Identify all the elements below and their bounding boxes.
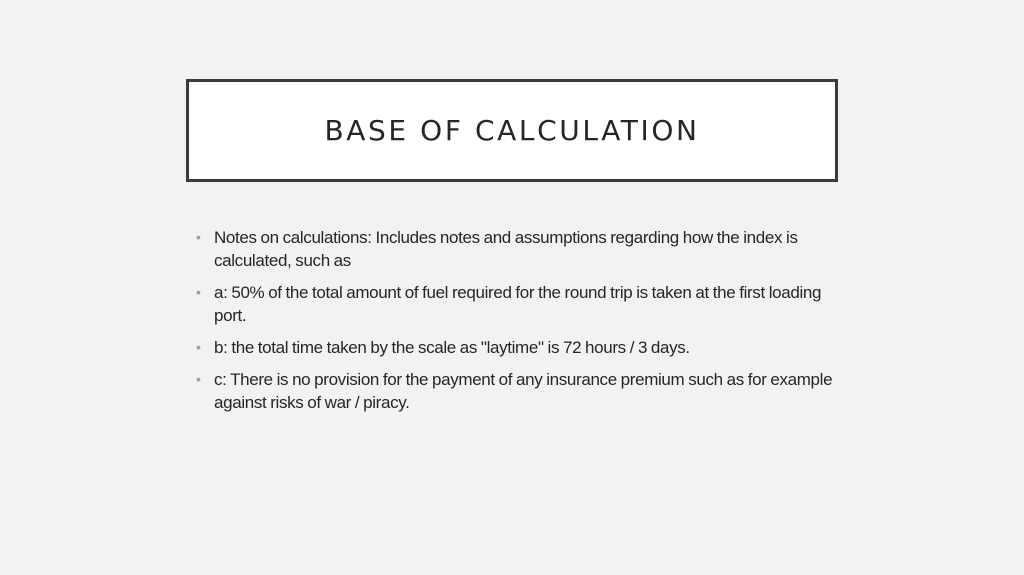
bullet-list [196,226,836,423]
bullet-text: Notes on calculations: Includes notes and assumptions regarding how the index is calculated, such as [214,228,798,270]
bullet-item [196,336,836,359]
bullet-item [196,226,836,272]
slide-title: BASE OF CALCULATION [324,114,700,147]
bullet-icon: • [196,229,201,245]
bullet-icon: • [196,371,201,387]
bullet-item [196,368,836,414]
bullet-icon: • [196,284,201,300]
bullet-text: a: 50% of the total amount of fuel required for the round trip is taken at the first loading port. [214,283,822,325]
bullet-text: c: There is no provision for the payment of any insurance premium such as for example against risks of war / piracy. [214,370,833,412]
bullet-icon: • [196,339,201,355]
bullet-text: b: the total time taken by the scale as "laytime" is 72 hours / 3 days. [214,338,690,357]
title-box [186,79,838,182]
bullet-item [196,281,836,327]
